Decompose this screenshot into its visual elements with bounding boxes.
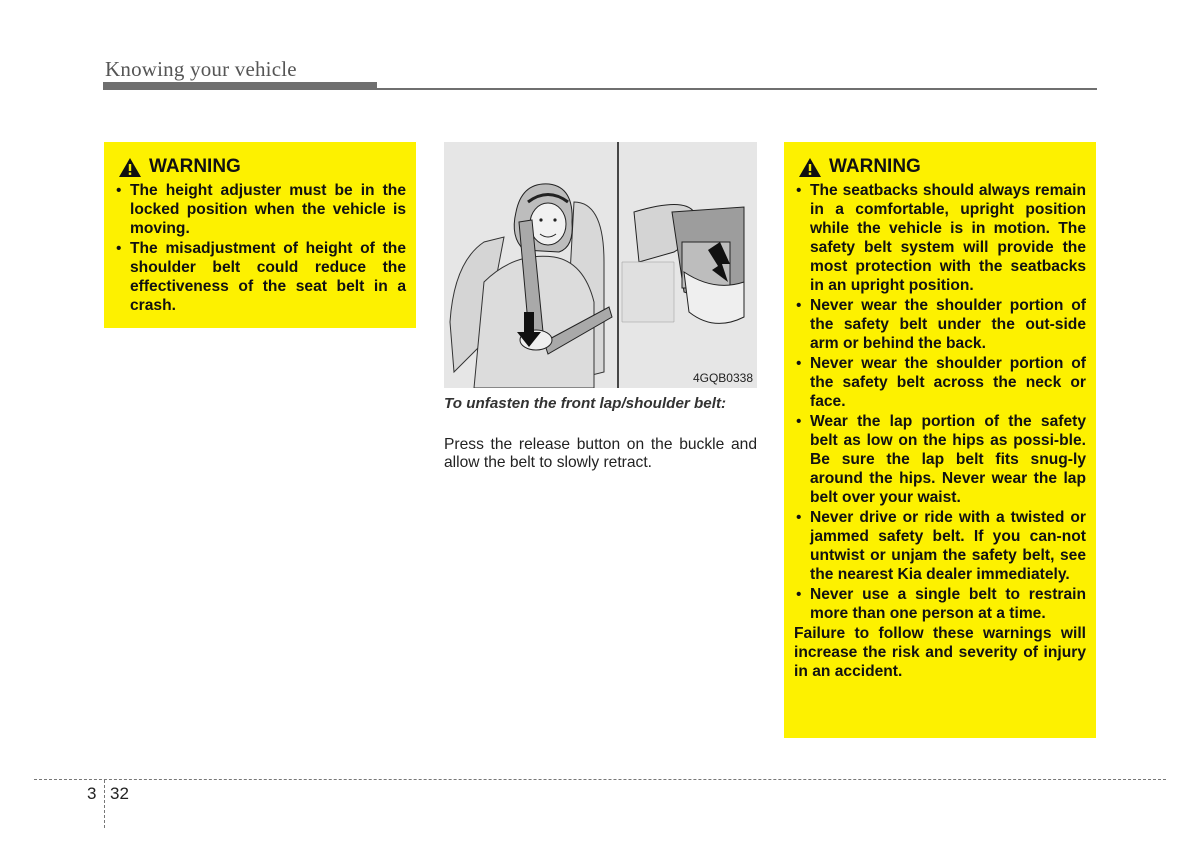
warning-title: WARNING [829,156,921,177]
warning-item: • The seatbacks should always remain in a comfortable, upright position while the vehicle is in motion. The safety belt system will provide the most protection with the seatbacks in an upright position. [796,182,1086,294]
warning-triangle-icon [118,157,142,178]
warning-triangle-icon [798,157,822,178]
warning-list [114,181,406,315]
warning-title: WARNING [149,156,241,177]
warning-item: • The height adjuster must be in the locked position when the vehicle is moving. [116,182,406,237]
warning-item-text: The height adjuster must be in the locked position when the vehicle is moving. [130,182,406,237]
warning-box-seating [784,142,1096,738]
warning-heading [118,156,406,178]
warning-list [794,181,1086,623]
warning-item-text: Never wear the shoulder portion of the safety belt across the neck or face. [810,355,1086,410]
warning-item: • Never wear the shoulder portion of the safety belt under the out-side arm or behind the back. [796,297,1086,352]
seatbelt-illustration [444,142,757,388]
chapter-number: 3 [87,784,97,803]
figure-caption: To unfasten the front lap/shoulder belt: [444,395,727,412]
page-number: 32 [110,784,129,803]
footer-divider [104,780,105,828]
warning-item: • Never drive or ride with a twisted or jammed safety belt. If you can-not untwist or unjam the safety belt, see the nearest Kia dealer immediately. [796,509,1086,583]
footer-rule [34,779,1166,780]
warning-item-text: Never wear the shoulder portion of the safety belt under the out-side arm or behind the back. [810,297,1086,352]
warning-heading [798,156,1086,178]
page-header-title: Knowing your vehicle [105,57,297,81]
warning-item-text: Wear the lap portion of the safety belt as low on the hips as possi-ble. Be sure the lap belt fits snug-ly around the hips. Never wear the lap belt over your waist. [810,413,1086,506]
warning-item: • Never use a single belt to restrain more than one person at a time. [796,586,1086,622]
figure-code: 4GQB0338 [692,371,753,385]
seatbelt-drawing [444,142,757,388]
warning-footer: Failure to follow these warnings will increase the risk and severity of injury in an accident. [794,625,1086,680]
warning-item-text: Never drive or ride with a twisted or jammed safety belt. If you can-not untwist or unjam the safety belt, see the nearest Kia dealer immediately. [810,509,1086,583]
warning-item: • Never wear the shoulder portion of the safety belt across the neck or face. [796,355,1086,410]
warning-item: • The misadjustment of height of the shoulder belt could reduce the effectiveness of the seat belt in a crash. [116,240,406,314]
header-rule-thin [377,88,1097,90]
warning-item: • Wear the lap portion of the safety belt as low on the hips as possi-ble. Be sure the lap belt fits snug-ly around the hips. Never wear the lap belt over your waist. [796,413,1086,506]
warning-item-text: The seatbacks should always remain in a comfortable, upright position while the vehicle is in motion. The safety belt system will provide the most protection with the seatbacks in an upright position. [810,182,1086,294]
warning-item-text: Never use a single belt to restrain more than one person at a time. [810,586,1086,622]
warning-item-text: The misadjustment of height of the shoulder belt could reduce the effectiveness of the seat belt in a crash. [130,240,406,314]
warning-box-height-adjuster [104,142,416,328]
figure-body-text: Press the release button on the buckle and allow the belt to slowly retract. [444,436,757,471]
header-rule-thick [103,82,377,90]
